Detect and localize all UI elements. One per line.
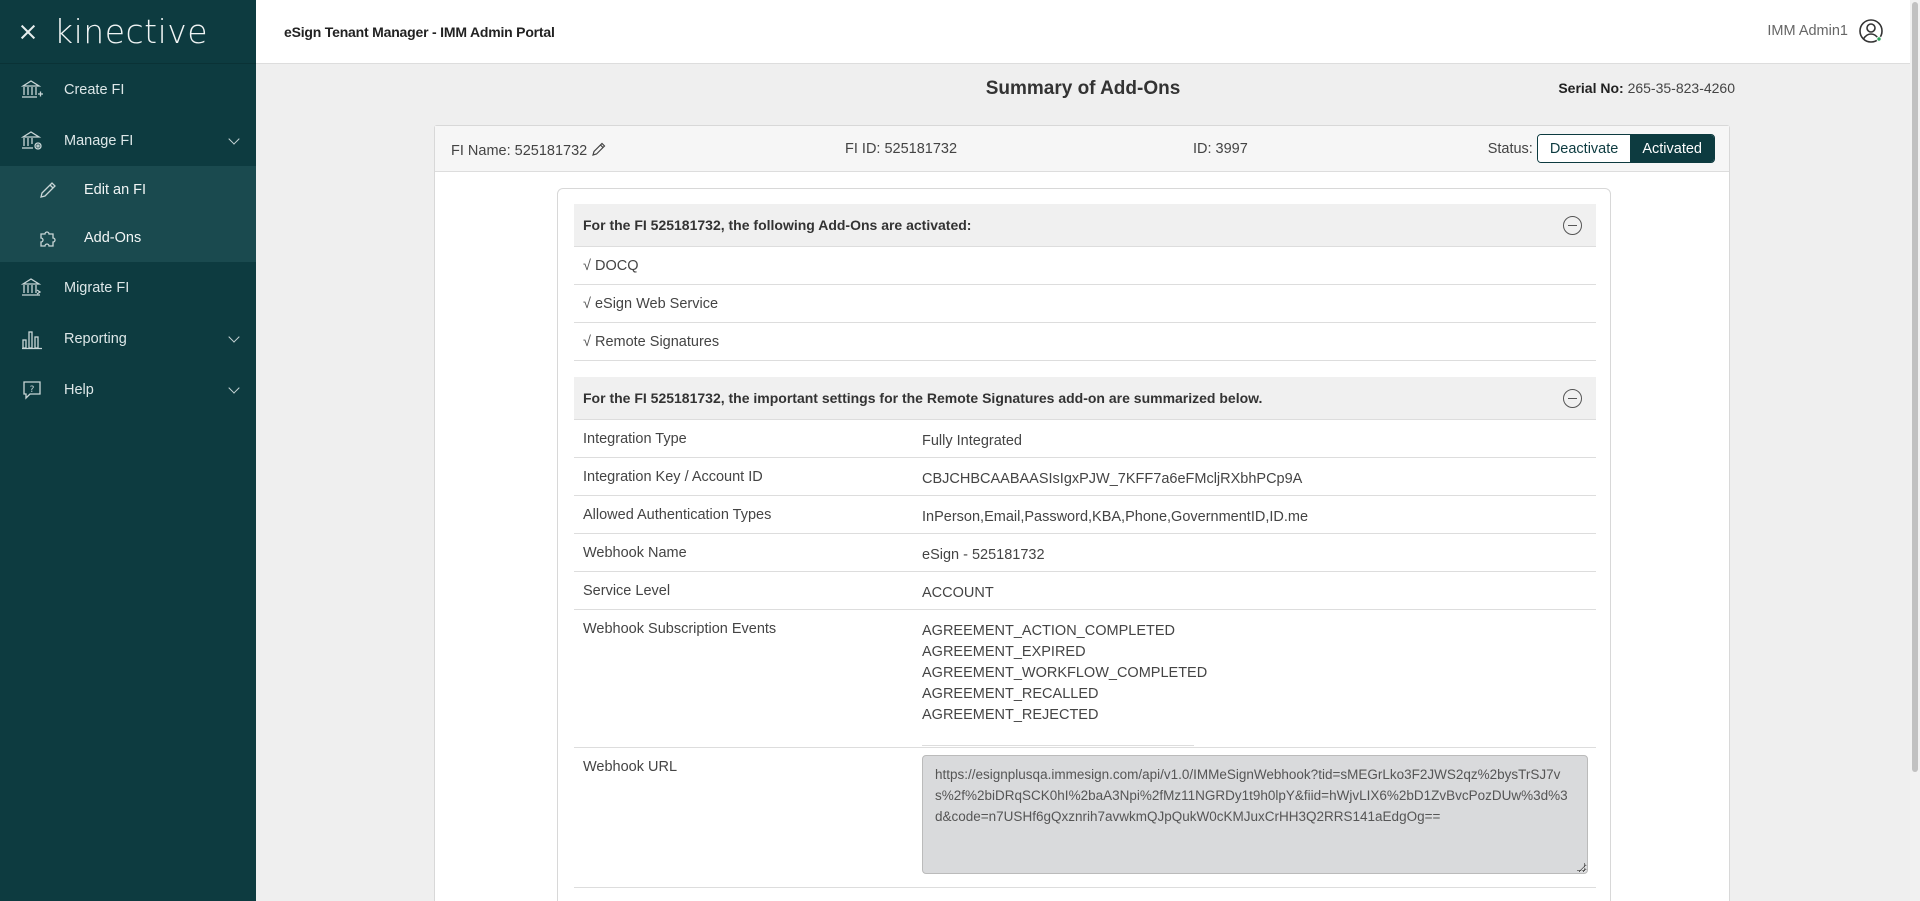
- sidebar-item-migrate-fi[interactable]: [0, 262, 256, 313]
- events-list: [922, 621, 1207, 726]
- serial-label: Serial No:: [1558, 80, 1624, 96]
- fi-card: [434, 125, 1730, 901]
- sidebar-item-label: Migrate FI: [64, 279, 130, 296]
- check-icon: √: [583, 295, 591, 312]
- serial-number: [1558, 80, 1735, 96]
- scrollbar-thumb[interactable]: [1912, 2, 1918, 772]
- setting-value: InPerson,Email,Password,KBA,Phone,GovernmentID,ID.me: [922, 509, 1309, 525]
- sidebar-item-reporting[interactable]: [0, 313, 256, 364]
- addons-summary-panel: [557, 188, 1611, 901]
- addons-heading: For the FI 525181732, the following Add-Ons are activated:: [583, 217, 972, 233]
- setting-value: Fully Integrated: [922, 433, 1022, 449]
- kinective-logo: kinective: [54, 12, 209, 51]
- event-item: AGREEMENT_RECALLED: [922, 686, 1099, 702]
- setting-key: Service Level: [583, 583, 671, 599]
- sidebar-header: [0, 0, 256, 64]
- setting-value: CBJCHBCAABAASIsIgxPJW_7KFF7a6eFMcljRXbhPCp9A: [922, 471, 1303, 487]
- list-item: [574, 323, 1596, 361]
- collapse-minus-icon[interactable]: [1563, 389, 1582, 408]
- addon-label: DOCQ: [594, 257, 639, 274]
- fi-id: FI ID: 525181732: [845, 141, 958, 157]
- sidebar-item-edit-fi[interactable]: [0, 166, 256, 214]
- deactivate-button[interactable]: Deactivate: [1538, 135, 1631, 162]
- puzzle-icon: [36, 226, 60, 250]
- sidebar-item-label: Create FI: [64, 81, 125, 98]
- resize-handle-icon[interactable]: [1577, 863, 1585, 871]
- addons-section-header: [574, 204, 1596, 247]
- status-toggle: [1537, 134, 1715, 163]
- svg-text:?: ?: [29, 384, 35, 395]
- check-icon: √: [583, 257, 591, 274]
- main-content: [256, 64, 1910, 901]
- event-item: AGREEMENT_EXPIRED: [922, 644, 1086, 660]
- sidebar-item-manage-fi[interactable]: [0, 115, 256, 166]
- addon-label: Remote Signatures: [594, 333, 720, 350]
- setting-key: Webhook Subscription Events: [583, 621, 777, 637]
- chevron-down-icon: [228, 331, 239, 342]
- top-bar: [256, 0, 1920, 64]
- event-item: AGREEMENT_WORKFLOW_COMPLETED: [922, 665, 1208, 681]
- table-row: [574, 458, 1596, 496]
- table-row: [574, 748, 1596, 888]
- activated-button[interactable]: Activated: [1630, 135, 1714, 162]
- sidebar-item-label: Help: [64, 381, 94, 398]
- setting-key: Webhook Name: [583, 545, 687, 561]
- table-row: [574, 534, 1596, 572]
- bank-plus-icon: [20, 78, 44, 102]
- collapse-minus-icon[interactable]: [1563, 216, 1582, 235]
- user-menu[interactable]: [1767, 18, 1884, 44]
- setting-value: eSign - 525181732: [922, 547, 1045, 563]
- setting-key: Integration Type: [583, 431, 687, 447]
- close-icon[interactable]: [20, 24, 36, 40]
- user-name: IMM Admin1: [1767, 23, 1848, 39]
- setting-key: Allowed Authentication Types: [583, 507, 772, 523]
- sidebar-item-label: Reporting: [64, 330, 127, 347]
- chevron-down-icon: [228, 133, 239, 144]
- webhook-url-textarea[interactable]: [922, 755, 1588, 874]
- sidebar-item-create-fi[interactable]: [0, 64, 256, 115]
- manage-fi-submenu: [0, 166, 256, 262]
- divider: [922, 745, 1194, 746]
- event-item: AGREEMENT_REJECTED: [922, 707, 1099, 723]
- status-control: [1488, 134, 1715, 163]
- pencil-icon: [36, 178, 60, 202]
- settings-heading: For the FI 525181732, the important settings for the Remote Signatures add-on are summarized below.: [583, 390, 1263, 406]
- sidebar: [0, 0, 256, 901]
- addon-label: eSign Web Service: [594, 295, 719, 312]
- event-item: AGREEMENT_ACTION_COMPLETED: [922, 623, 1175, 639]
- list-item: [574, 285, 1596, 323]
- fi-card-header: [435, 126, 1729, 172]
- fi-name: [451, 141, 607, 161]
- list-item: [574, 247, 1596, 285]
- setting-value: ACCOUNT: [922, 585, 994, 601]
- page-scrollbar[interactable]: [1910, 0, 1920, 901]
- chevron-down-icon: [228, 382, 239, 393]
- setting-key: Integration Key / Account ID: [583, 469, 763, 485]
- sidebar-item-label: Edit an FI: [84, 182, 147, 198]
- help-bubble-icon: [20, 378, 44, 402]
- sidebar-item-help[interactable]: [0, 364, 256, 415]
- table-row: [574, 610, 1596, 748]
- table-row: [574, 572, 1596, 610]
- status-label: Status:: [1487, 140, 1533, 157]
- user-avatar-icon: [1858, 18, 1884, 44]
- sidebar-item-label: Add-Ons: [84, 230, 142, 246]
- bar-chart-icon: [20, 327, 44, 351]
- table-row: [574, 496, 1596, 534]
- webhook-url-text: https://esignplusqa.immesign.com/api/v1.0/IMMeSignWebhook?tid=sMEGrLko3F2JWS2qz%2bysTrSJ7vs%2f%2biDRqSCK0hI%2baA3Npi%2fMz11NGRDy1t9h0lpY&fiid=hWjvLIX6%2bD1ZvBvcPozDUw%3d%3d&code=n7USHf6gQxznrih7avwkmQJpQukW0cKMJuxCrHH3Q2RRS141aEdgOg==: [935, 767, 1568, 824]
- portal-title: eSign Tenant Manager - IMM Admin Portal: [284, 23, 555, 40]
- bank-arrow-icon: [20, 276, 44, 300]
- check-icon: √: [583, 333, 591, 350]
- settings-section-header: [574, 377, 1596, 420]
- setting-key: Webhook URL: [583, 759, 678, 775]
- bank-gear-icon: [20, 129, 44, 153]
- page-title: Summary of Add-Ons: [985, 78, 1181, 99]
- table-row: [574, 420, 1596, 458]
- record-id: ID: 3997: [1193, 141, 1248, 157]
- sidebar-item-label: Manage FI: [64, 132, 134, 149]
- fi-name-text: FI Name: 525181732: [451, 143, 588, 159]
- sidebar-item-add-ons[interactable]: [0, 214, 256, 262]
- edit-pencil-icon[interactable]: [591, 141, 607, 161]
- serial-value: 265-35-823-4260: [1627, 80, 1735, 96]
